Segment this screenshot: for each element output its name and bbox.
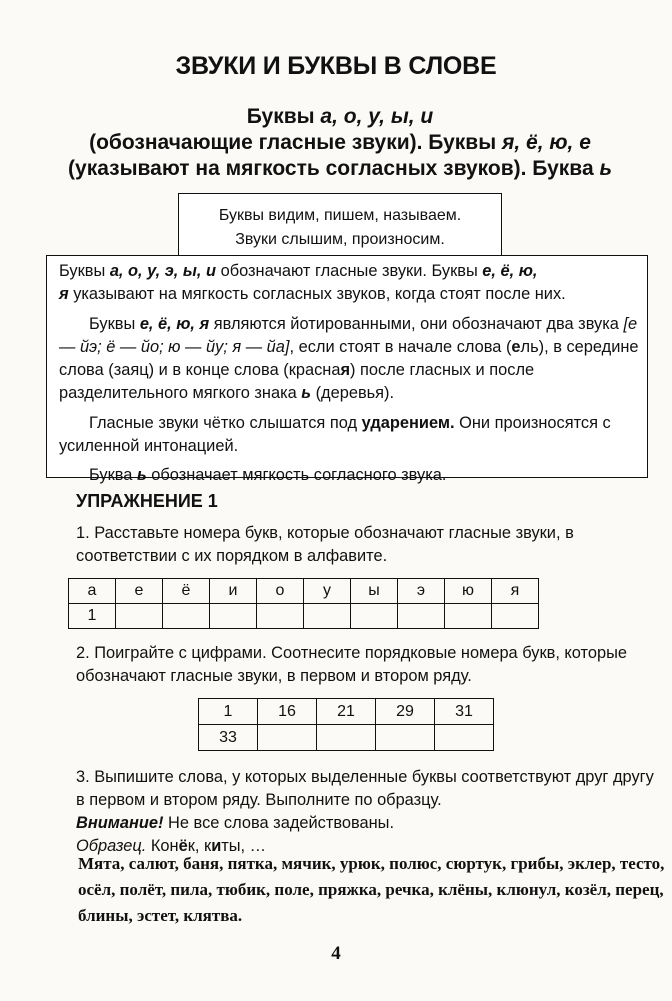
rule-letters: ь (301, 384, 312, 403)
rule-text: обозначают гласные звуки. Буквы (216, 262, 483, 280)
sample-letter: и (211, 837, 222, 855)
table-cell: 1 (199, 699, 258, 725)
rule-text: Они произносятся с усиленной интонацией. (59, 413, 611, 456)
table-cell[interactable] (445, 604, 492, 629)
attention-label: Внимание! (76, 814, 164, 832)
subtitle (40, 104, 640, 182)
rule-text: , если стоят в начале слова ( (289, 337, 512, 356)
table-cell[interactable] (257, 604, 304, 629)
table-cell[interactable] (317, 725, 376, 751)
rule-letters: я (59, 285, 69, 304)
table-row (69, 604, 539, 629)
table-cell: ы (351, 579, 398, 604)
table-cell: 29 (376, 699, 435, 725)
table-cell: э (398, 579, 445, 604)
table-cell[interactable] (376, 725, 435, 751)
table-cell: 33 (199, 725, 258, 751)
subtitle-text: (указывают на мягкость согласных звуков). Буква (68, 157, 600, 180)
motto-line: Буквы видим, пишем, называем. (218, 207, 462, 224)
rule-letters: е, ё, ю, я (139, 314, 210, 333)
rule-text: ль), в середине слова (заяц) и в конце слова (красна (59, 337, 639, 380)
sample-letter: ё (178, 837, 188, 855)
word-list: Мята, салют, баня, пятка, мячик, урюк, полюс, сюртук, грибы, эклер, тесто, осёл, полёт, пила, тюбик, поле, пряжка, речка, клёны, клюнул, козёл, перец, блины, эстет, клятва. (78, 854, 665, 925)
table-cell: 1 (69, 604, 116, 629)
page-number: 4 (331, 943, 341, 964)
rule-text: Гласные звуки чётко слышатся под (89, 413, 362, 432)
table-row (199, 725, 494, 751)
page-title: ЗВУКИ И БУКВЫ В СЛОВЕ (175, 52, 497, 80)
table-cell: я (492, 579, 539, 604)
rule-paragraph (59, 412, 639, 459)
table-cell[interactable] (304, 604, 351, 629)
table-row (199, 699, 494, 725)
table-cell: 16 (258, 699, 317, 725)
sample-label: Образец. (76, 837, 147, 855)
rule-text: являются йотированными, они обозначают два звука (209, 314, 624, 333)
table-cell[interactable] (258, 725, 317, 751)
task-2: 2. Поиграйте с цифрами. Соотнесите порядковые номера букв, которые обозначают гласные звуки, в первом и втором ряду. (76, 644, 627, 685)
sample-text: к, к (187, 837, 212, 855)
rule-text: обозначает мягкость согласного звука. (146, 466, 447, 485)
subtitle-letters: ь (599, 157, 612, 180)
alphabet-table (68, 578, 539, 629)
table-cell: а (69, 579, 116, 604)
rule-letters: а, о, у, э, ы, и (109, 262, 217, 280)
motto-line: Звуки слышим, произносим. (235, 231, 445, 248)
sample-text: ты, … (221, 837, 267, 855)
rule-box (46, 255, 648, 485)
task-1: 1. Расставьте номера букв, которые обозначают гласные звуки, в соответствии с их порядком в алфавите. (76, 524, 574, 565)
rule-text: Буквы (59, 262, 110, 280)
rule-text: ) после гласных и после разделительного мягкого знака (59, 361, 535, 403)
rule-transcription: [е — йэ; ё — йо; ю — йу; я — йа] (59, 314, 638, 356)
rule-text: Буквы (89, 314, 140, 333)
rule-letters: ь (136, 466, 147, 485)
table-cell: 21 (317, 699, 376, 725)
exercise-title: УПРАЖНЕНИЕ 1 (76, 491, 218, 511)
rule-paragraph (59, 260, 639, 307)
subtitle-text: Буквы (246, 105, 321, 128)
sample-text: Кон (146, 837, 179, 855)
rule-paragraph (59, 313, 639, 406)
rule-text: Буква (89, 466, 137, 485)
table-cell: е (116, 579, 163, 604)
rule-letters: я (340, 361, 351, 380)
table-cell: о (257, 579, 304, 604)
table-cell: 31 (435, 699, 494, 725)
attention-text: Не все слова задействованы. (163, 814, 395, 832)
subtitle-letters: я, ё, ю, е (502, 131, 591, 154)
table-cell[interactable] (116, 604, 163, 629)
table-cell[interactable] (398, 604, 445, 629)
rule-letters: е, ё, ю, (482, 262, 538, 280)
table-cell: ё (163, 579, 210, 604)
table-cell: ю (445, 579, 492, 604)
table-cell[interactable] (210, 604, 257, 629)
rule-text: (деревья). (311, 384, 395, 403)
table-cell: у (304, 579, 351, 604)
table-cell[interactable] (163, 604, 210, 629)
subtitle-text: (обозначающие гласные звуки). Буквы (89, 131, 502, 154)
rule-text: указывают на мягкость согласных звуков, когда стоят после них. (68, 285, 566, 304)
numbers-table (198, 698, 494, 751)
table-cell: и (210, 579, 257, 604)
subtitle-letters: а, о, у, ы, и (320, 105, 434, 128)
rule-emphasis: ударением. (361, 413, 455, 432)
table-cell[interactable] (492, 604, 539, 629)
rule-letters: е (511, 337, 521, 356)
attention-note (76, 812, 656, 835)
task-3: 3. Выпишите слова, у которых выделенные буквы соответствуют друг другу в первом и втором ряду. Выполните по образцу. (76, 768, 654, 809)
table-cell[interactable] (435, 725, 494, 751)
table-row (69, 579, 539, 604)
table-cell[interactable] (351, 604, 398, 629)
rule-paragraph (59, 464, 639, 487)
